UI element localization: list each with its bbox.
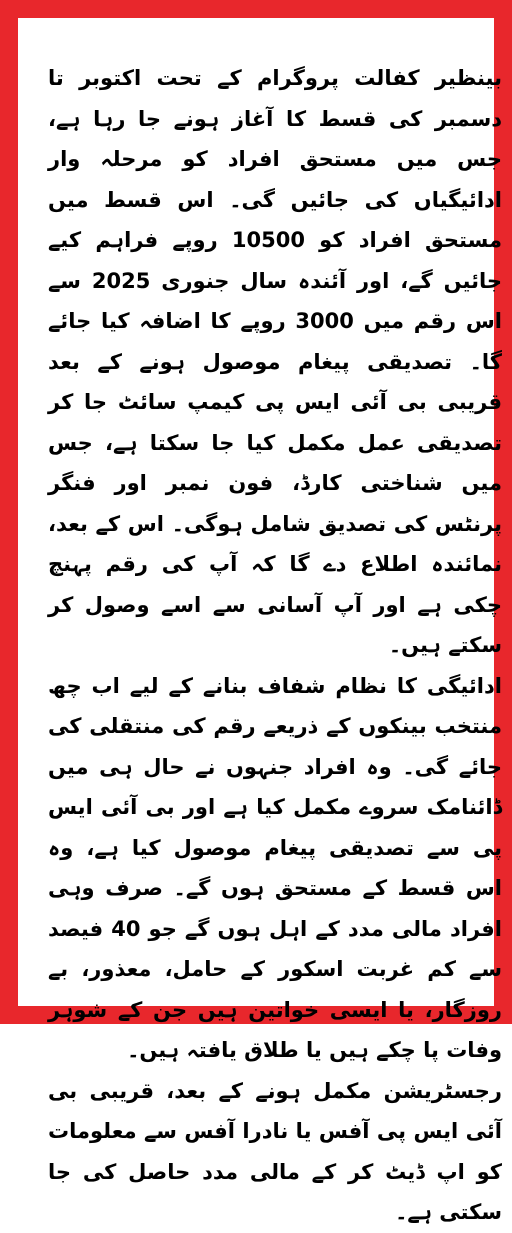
paragraph-installment-details: بینظیر کفالت پروگرام کے تحت اکتوبر تا دسمبر کی قسط کا آغاز ہونے جا رہا ہے، جس میں مستحق افراد کو مرحلہ وار ادائیگیاں کی جائیں گی۔ اس قسط میں مستحق افراد کو 10500 روپے فراہم کیے جائیں گے، اور آئندہ سال جنوری 2025 سے اس رقم میں 3000 روپے کا اضافہ کیا جائے گا۔ تصدیقی پیغام موصول ہونے کے بعد قریبی بی آئی ایس پی کیمپ سائٹ جا کر تصدیقی عمل مکمل کیا جا سکتا ہے، جس میں شناختی کارڈ، فون نمبر اور فنگر پرنٹس کی تصدیق شامل ہوگی۔ اس کے بعد، نمائندہ اطلاع دے گا کہ آپ کی رقم پہنچ چکی ہے اور آپ آسانی سے اسے وصول کر سکتے ہیں۔ (48, 66, 503, 657)
paragraph-registration: رجسٹریشن مکمل ہونے کے بعد، قریبی بی آئی ایس پی آفس یا نادرا آفس سے معلومات کو اپ ڈیٹ کر کے مالی مدد حاصل کی جا سکتی ہے۔ (48, 1078, 502, 1224)
article-body (36, 36, 512, 1224)
paragraph-payment-system: ادائیگی کا نظام شفاف بنانے کے لیے اب چھ منتخب بینکوں کے ذریعے رقم کی منتقلی کی جائے گی۔ وہ افراد جنہوں نے حال ہی میں ڈائنامک سروے مکمل کیا ہے اور بی آئی ایس پی سے تصدیقی پیغام موصول کیا ہے، وہ اس قسط کے مستحق ہوں گے۔ صرف وہی افراد مالی مدد کے اہل ہوں گے جو 40 فیصد سے کم غربت اسکور کے حامل، معذور، بے روزگار، یا ایسی خواتین ہیں جن کے شوہر وفات پا چکے ہیں یا طلاق یافتہ ہیں۔ (48, 673, 502, 1062)
